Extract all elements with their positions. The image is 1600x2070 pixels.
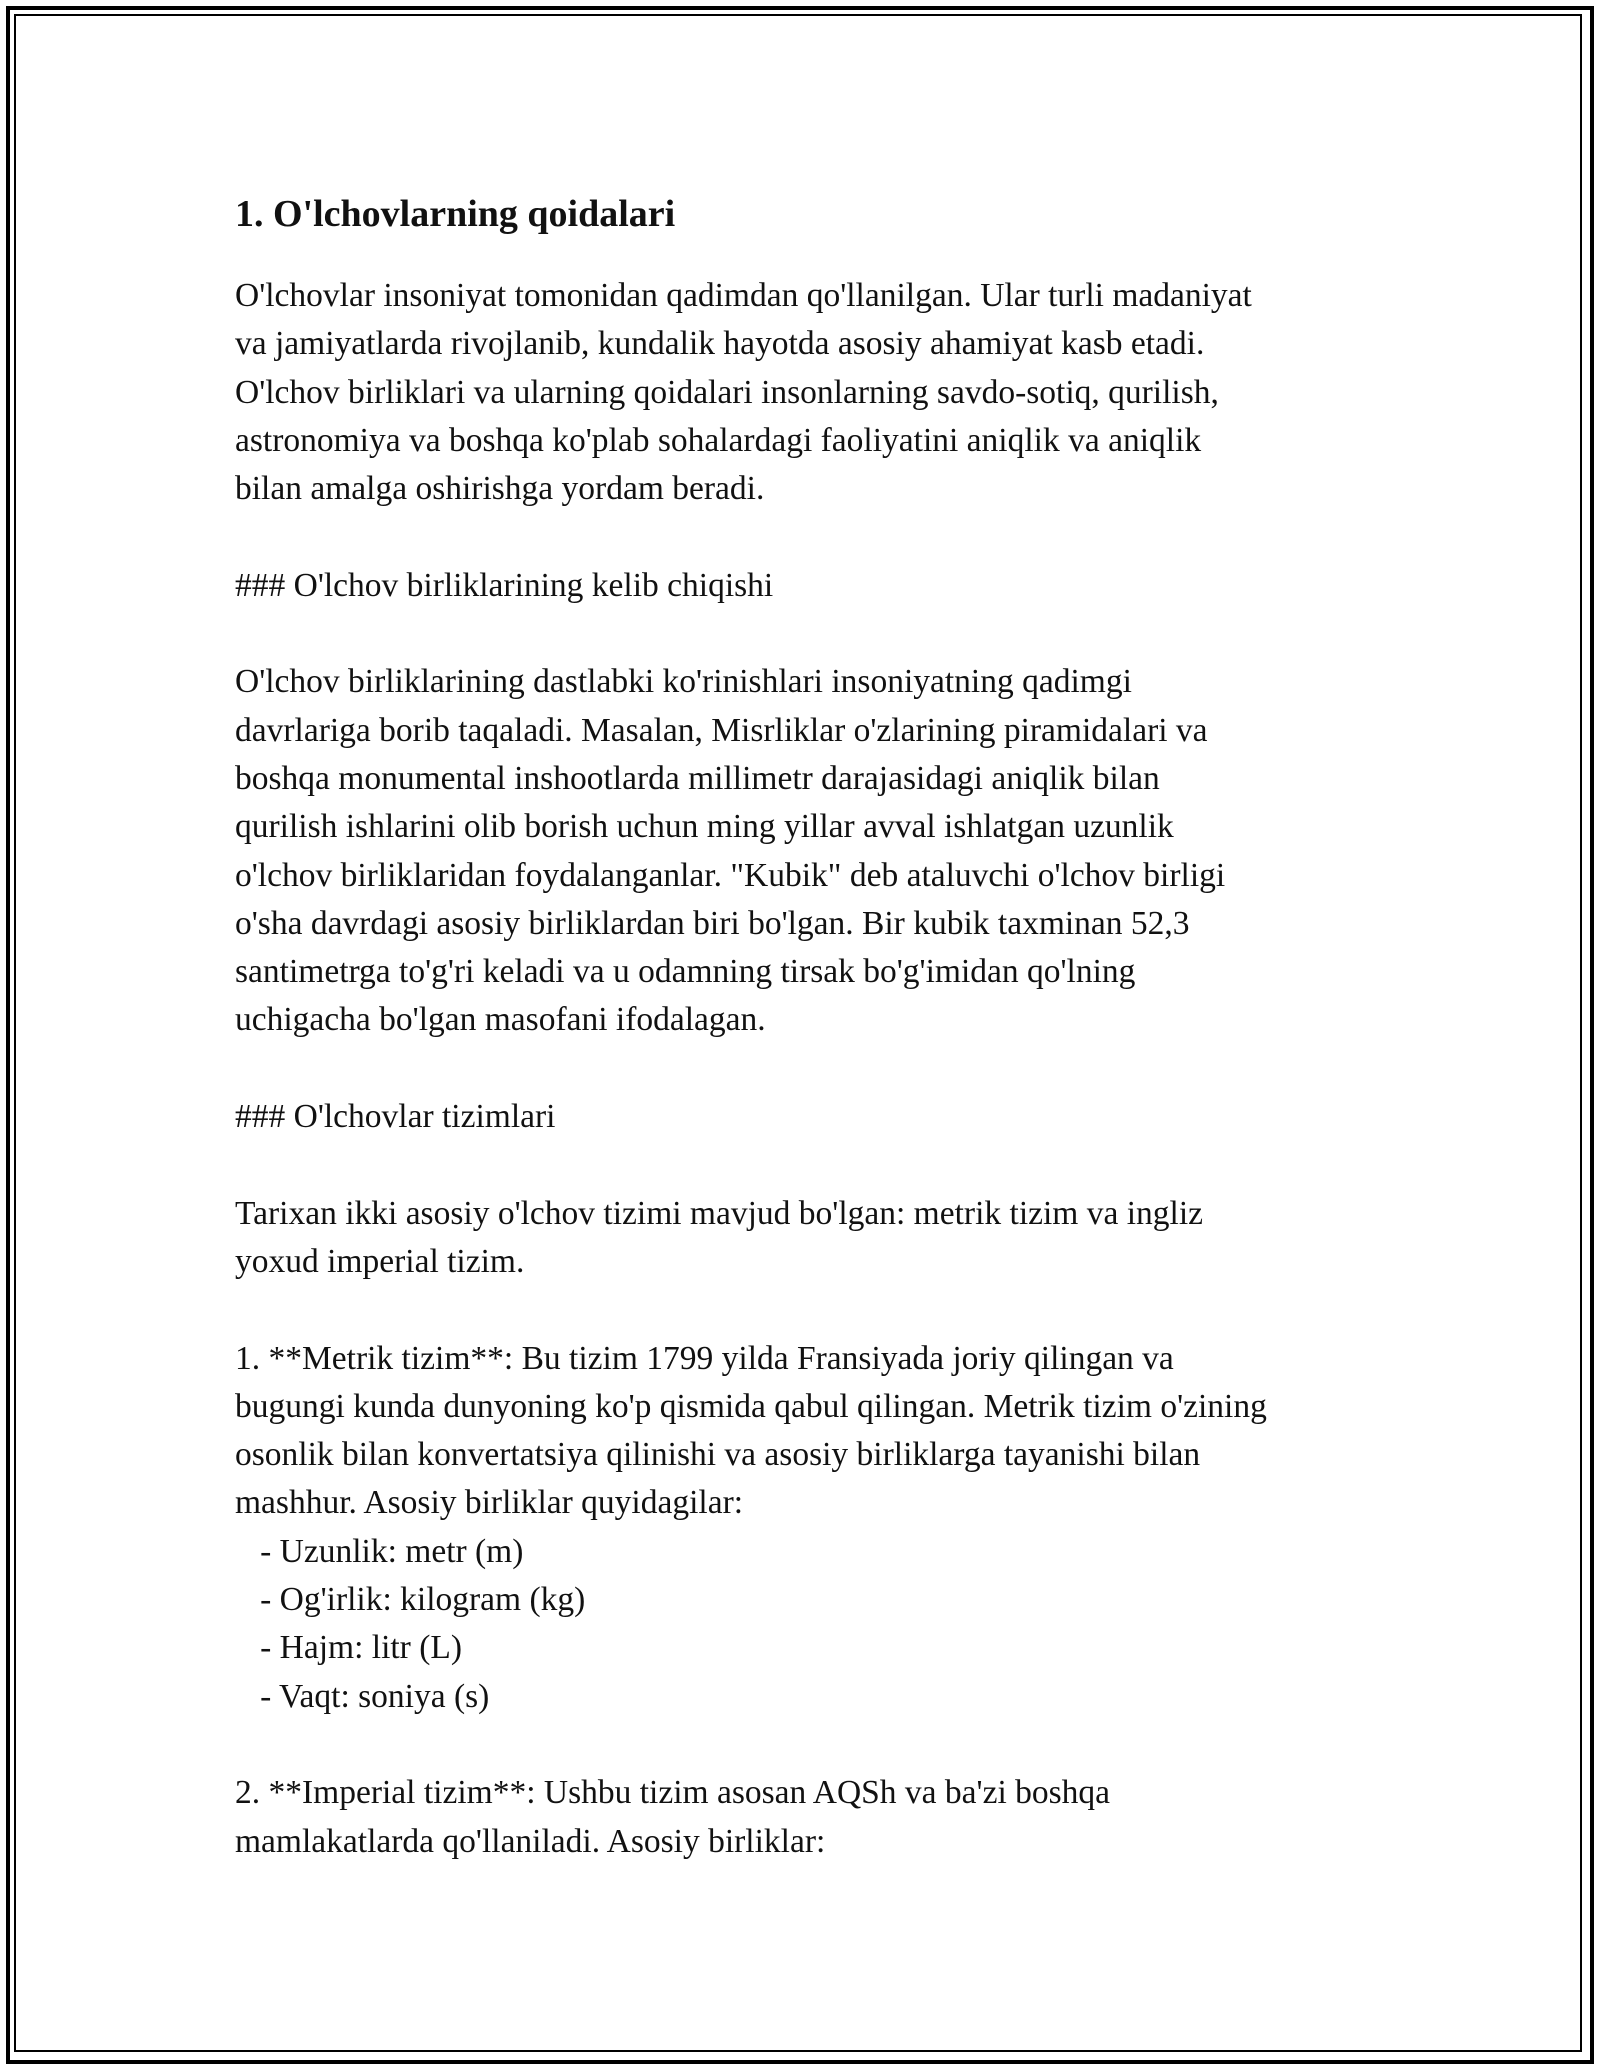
list-item: - Uzunlik: metr (m) [235,1532,524,1570]
spacer [235,513,1385,561]
text-line: 2. **Imperial tizim**: Ushbu tizim asosan AQSh va ba'zi boshqa [235,1774,1111,1812]
text-line: mamlakatlarda qo'llaniladi. Asosiy birliklar: [235,1822,826,1860]
text-line: astronomiya va boshqa ko'plab sohalardagi faoliyatini aniqlik va aniqlik [235,421,1202,459]
origin-paragraph [235,658,1385,1044]
spacer [235,1721,1385,1769]
text-line: O'lchovlar insoniyat tomonidan qadimdan qo'llanilgan. Ular turli madaniyat [235,277,1252,314]
text-line: O'lchov birliklarining dastlabki ko'rinishlari insoniyatning qadimgi [235,663,1132,701]
list-item: - Vaqt: soniya (s) [235,1677,490,1715]
list-item: - Hajm: litr (L) [235,1629,462,1667]
text-line: boshqa monumental inshootlarda millimetr darajasidagi aniqlik bilan [235,759,1160,797]
text-line: va jamiyatlarda rivojlanib, kundalik hayotda asosiy ahamiyat kasb etadi. [235,325,1205,363]
spacer [235,1045,1385,1093]
text-line: osonlik bilan konvertatsiya qilinishi va asosiy birliklarga tayanishi bilan [235,1436,1201,1474]
text-line: o'lchov birliklaridan foydalanganlar. "Kubik" deb ataluvchi o'lchov birligi [235,856,1226,894]
text-line: Tarixan ikki asosiy o'lchov tizimi mavjud bo'lgan: metrik tizim va ingliz [235,1194,1204,1232]
text-line: o'sha davrdagi asosiy birliklardan biri bo'lgan. Bir kubik taxminan 52,3 [235,904,1190,942]
text-line: santimetrga to'g'ri keladi va u odamning tirsak bo'g'imidan qo'lning [235,953,1136,991]
text-line: 1. **Metrik tizim**: Bu tizim 1799 yilda Fransiyada joriy qilingan va [235,1339,1174,1377]
imperial-system-item [235,1769,1385,1866]
document-body [235,186,1385,1866]
spacer [235,1286,1385,1334]
metric-system-item [235,1335,1385,1721]
systems-intro-paragraph [235,1190,1385,1287]
spacer [235,610,1385,658]
text-line: uchigacha bo'lgan masofani ifodalagan. [235,1001,766,1039]
text-line: mashhur. Asosiy birliklar quyidagilar: [235,1484,744,1522]
text-line: davrlariga borib taqaladi. Masalan, Misrliklar o'zlarining piramidalari va [235,711,1208,749]
intro-paragraph [235,272,1385,513]
document-title: 1. O'lchovlarning qoidalari [235,193,676,235]
list-item: - Og'irlik: kilogram (kg) [235,1581,586,1619]
text-line: yoxud imperial tizim. [235,1242,525,1280]
section-heading-origin: ### O'lchov birliklarining kelib chiqishi [235,566,774,604]
text-line: qurilish ishlarini olib borish uchun ming yillar avval ishlatgan uzunlik [235,808,1174,846]
section-heading-systems: ### O'lchovlar tizimlari [235,1098,556,1136]
text-line: bugungi kunda dunyoning ko'p qismida qabul qilingan. Metrik tizim o'zining [235,1387,1267,1425]
text-line: O'lchov birliklari va ularning qoidalari insonlarning savdo-sotiq, qurilish, [235,373,1219,411]
text-line: bilan amalga oshirishga yordam beradi. [235,470,765,508]
spacer [235,1141,1385,1189]
